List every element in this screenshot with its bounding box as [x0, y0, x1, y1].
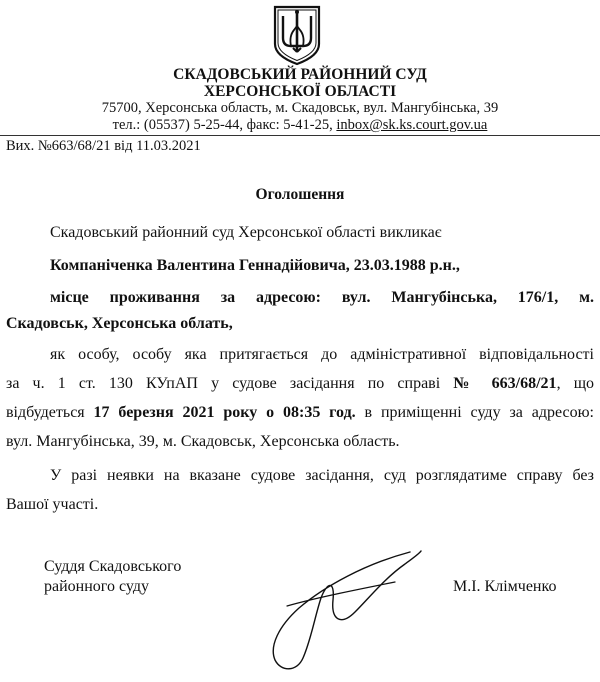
residence-block-2: [6, 314, 594, 334]
person-line: Компаніченка Валентина Геннадійовича, 23.03.1988 р.н.,: [50, 257, 460, 274]
absence-paragraph: [6, 466, 594, 515]
judge-name: М.І. Клімченко: [453, 578, 557, 595]
residence-line2: Скадовськ, Херсонська облать,: [6, 315, 233, 332]
court-contacts: [0, 117, 600, 134]
hearing-line3-a: відбудеться: [6, 404, 94, 421]
court-address: 75700, Херсонська область, м. Скадовськ, вул. Мангубінська, 39: [101, 100, 499, 116]
hearing-line3-c: в приміщенні суду за адресою:: [355, 404, 594, 421]
hearing-line2-a: за ч. 1 ст. 130 КУпАП у судове засідання по справі: [6, 375, 454, 392]
hearing-paragraph: [6, 345, 594, 452]
hearing-line2: [6, 374, 594, 394]
intro-line: Скадовський районний суд Херсонської області викликає: [50, 224, 442, 241]
trident-emblem-icon: [272, 4, 322, 66]
court-name-line2: ХЕРСОНСЬКОЇ ОБЛАСТІ: [203, 83, 397, 100]
absence-line2: Вашої участі.: [6, 496, 99, 513]
outgoing-reference: Вих. №663/68/21 від 11.03.2021: [6, 138, 201, 154]
court-name-line1: СКАДОВСЬКИЙ РАЙОННИЙ СУД: [173, 66, 427, 83]
email-link[interactable]: inbox@sk.ks.court.gov.ua: [336, 117, 488, 133]
hearing-datetime: 17 березня 2021 року о 08:35 год.: [93, 404, 356, 421]
phone-fax: тел.: (05537) 5-25-44, факс: 5-41-25,: [112, 117, 333, 133]
intro-paragraph: [6, 223, 594, 243]
handwritten-signature: [255, 542, 425, 678]
judge-position-line1: Суддя Скадовського: [44, 558, 182, 575]
document-title: Оголошення: [255, 186, 345, 203]
hearing-line4: вул. Мангубінська, 39, м. Скадовськ, Херсонська область.: [6, 433, 400, 450]
residence-block: [6, 288, 594, 308]
hearing-line2-c: , що: [556, 375, 595, 392]
absence-line1: У разі неявки на вказане судове засідання, суд розглядатиме справу без: [50, 467, 594, 484]
case-number: № 663/68/21: [453, 375, 557, 392]
hearing-line1: як особу, особу яка притягається до адміністративної відповідальності: [50, 346, 594, 363]
judge-position: [44, 557, 181, 597]
summoned-person: [6, 256, 594, 276]
judge-position-line2: районного суду: [44, 578, 149, 595]
hearing-line3: [6, 403, 594, 423]
header-divider: [0, 135, 600, 136]
residence-line1: місце проживання за адресою: вул. Мангубінська, 176/1, м.: [50, 289, 594, 306]
